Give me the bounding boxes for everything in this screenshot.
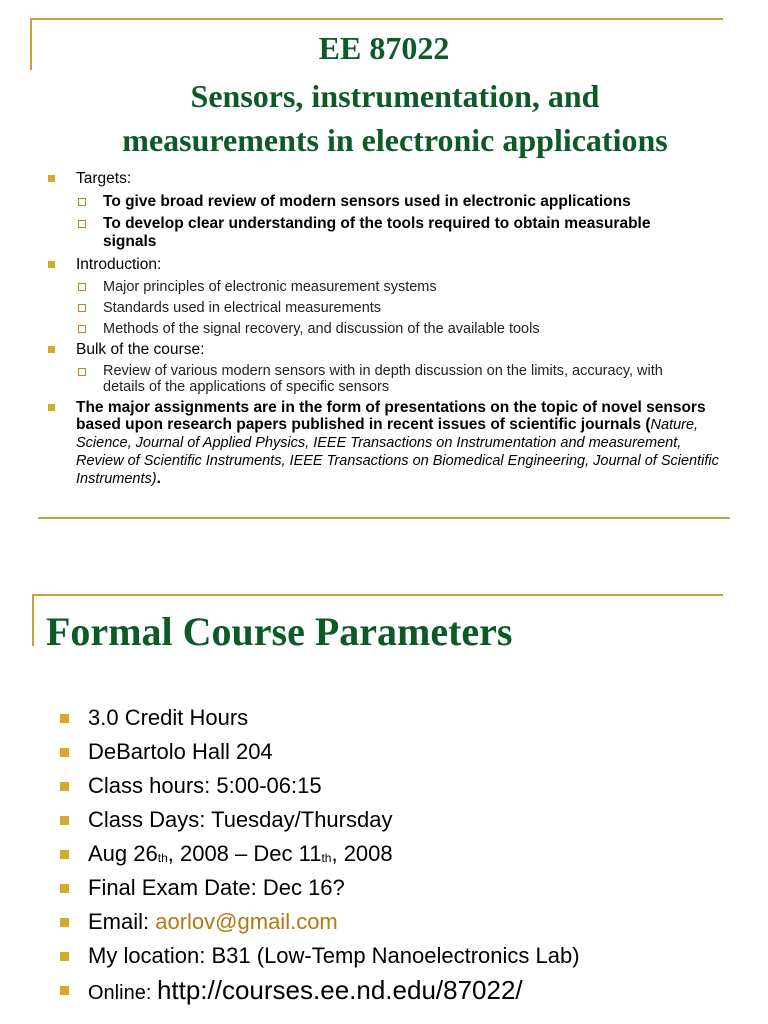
targets-heading: Targets: — [48, 170, 728, 188]
class-hours-item: Class hours: 5:00-06:15 — [60, 771, 760, 805]
online-item — [60, 975, 760, 1009]
assignments-item — [48, 399, 728, 488]
course-title-line1: Sensors, instrumentation, and — [190, 78, 600, 114]
room-item: DeBartolo Hall 204 — [60, 737, 760, 771]
final-exam-item: Final Exam Date: Dec 16? — [60, 873, 760, 907]
target-item: To give broad review of modern sensors used in electronic applications — [48, 193, 728, 211]
class-days-item: Class Days: Tuesday/Thursday — [60, 805, 760, 839]
location-item: My location: B31 (Low-Temp Nanoelectronics Lab) — [60, 941, 760, 975]
slide2-top-rule — [32, 594, 723, 596]
course-code: EE 87022 — [318, 30, 450, 66]
intro-item: Standards used in electrical measurements — [48, 299, 728, 317]
slide2-left-rule — [32, 594, 34, 646]
date-start-suffix: th — [157, 851, 168, 865]
credit-hours-item: 3.0 Credit Hours — [60, 703, 760, 737]
slide1-bullet-list — [48, 170, 728, 488]
intro-item: Major principles of electronic measurement systems — [48, 278, 728, 296]
email-item — [60, 907, 760, 941]
assignments-text: The major assignments are in the form of presentations on the topic of novel sensors based upon research papers published in recent issues of scientific journals ( — [76, 399, 706, 433]
date-end: , 2008 — [331, 841, 393, 866]
intro-item: Methods of the signal recovery, and discussion of the available tools — [48, 320, 728, 338]
assignments-end: . — [156, 470, 161, 487]
date-middle: , 2008 – Dec 11 — [167, 841, 322, 866]
bulk-heading: Bulk of the course: — [48, 341, 728, 359]
bulk-item: Review of various modern sensors with in depth discussion on the limits, accuracy, with details of the applications of specific sensors — [48, 363, 703, 395]
course-parameters-list — [60, 703, 760, 1009]
date-end-suffix: th — [321, 851, 332, 865]
course-title-line2: measurements in electronic applications — [122, 122, 668, 158]
email-label: Email: — [88, 909, 156, 934]
slide1-top-rule — [30, 18, 723, 20]
slide1-bottom-rule — [38, 517, 730, 519]
email-link[interactable]: aorlov@gmail.com — [155, 909, 338, 934]
slide2-title: Formal Course Parameters — [46, 609, 513, 654]
date-start: Aug 26 — [88, 841, 158, 866]
online-label: Online: — [88, 982, 157, 1004]
course-url-link[interactable]: http://courses.ee.nd.edu/87022/ — [156, 975, 523, 1005]
intro-heading: Introduction: — [48, 256, 728, 274]
course-dates-item — [60, 839, 760, 873]
journals-list: Nature, Science, Journal of Applied Physics, IEEE Transactions on Instrumentation and measurement, Review of Scientific Instruments, IEEE Transactions on Biomedical Engineering, Journal of Scientific Instruments) — [76, 417, 719, 487]
target-item: To develop clear understanding of the tools required to obtain measurable signals — [48, 215, 683, 251]
